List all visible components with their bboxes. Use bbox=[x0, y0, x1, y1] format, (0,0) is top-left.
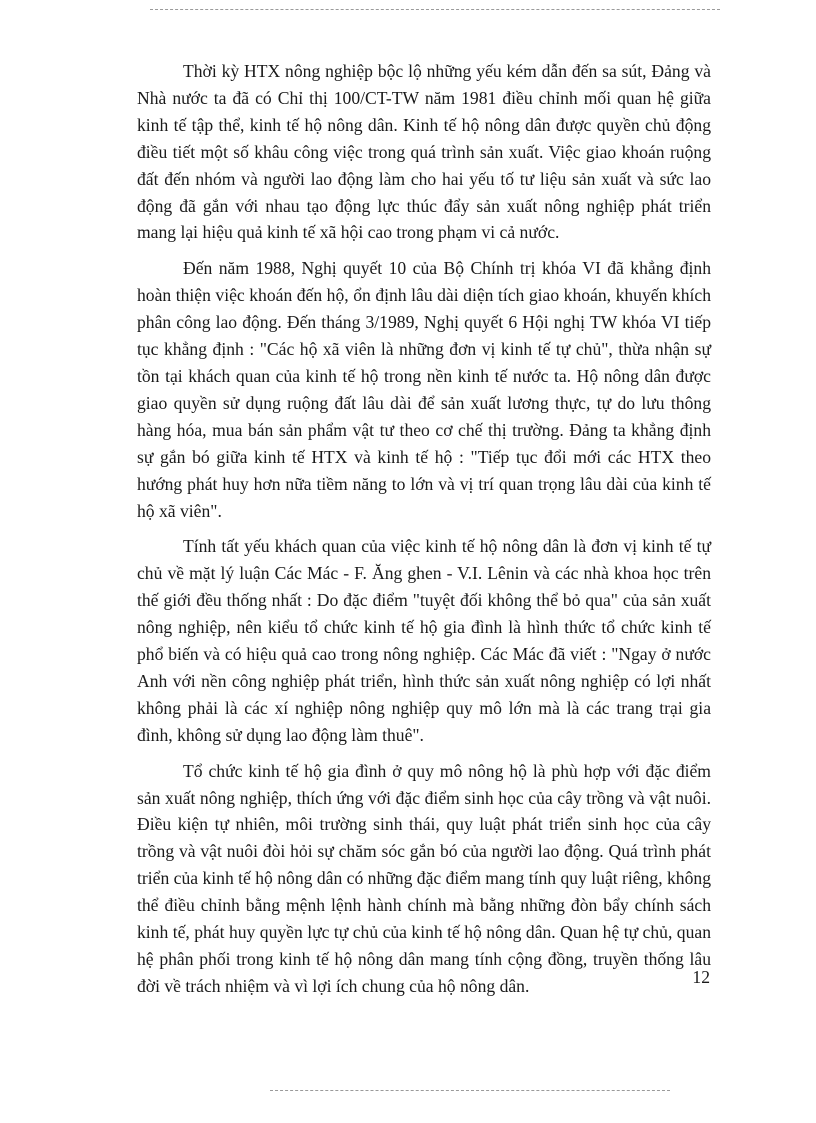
page-number: 12 bbox=[692, 967, 710, 987]
paragraph-2: Đến năm 1988, Nghị quyết 10 của Bộ Chính trị khóa VI đã khẳng định hoàn thiện việc khoán đến hộ, ổn định lâu dài diện tích giao khoán, khuyến khích phân công lao động. Đến tháng 3/1989, Nghị quyết 6 Hội nghị TW khóa VI tiếp tục khẳng định : "Các hộ xã viên là những đơn vị kinh tế tự chủ", thừa nhận sự tồn tại khách quan của kinh tế hộ trong nền kinh tế nước ta. Hộ nông dân được giao quyền sử dụng ruộng đất lâu dài để sản xuất lương thực, tự do lưu thông hàng hóa, mua bán sản phẩm vật tư theo cơ chế thị trường. Đảng ta khẳng định sự gắn bó giữa kinh tế HTX và kinh tế hộ : "Tiếp tục đổi mới các HTX theo hướng phát huy hơn nữa tiềm năng to lớn và vị trí quan trọng lâu dài của kinh tế hộ xã viên". bbox=[137, 258, 711, 521]
document-body bbox=[137, 58, 711, 1009]
scan-artifact-top-line bbox=[150, 9, 720, 10]
scan-artifact-bottom-line bbox=[270, 1090, 670, 1091]
paragraph-1: Thời kỳ HTX nông nghiệp bộc lộ những yếu kém dẫn đến sa sút, Đảng và Nhà nước ta đã có Chỉ thị 100/CT-TW năm 1981 điều chỉnh mối quan hệ giữa kinh tế tập thể, kinh tế hộ nông dân. Kinh tế hộ nông dân được quyền chủ động điều tiết một số khâu công việc trong quá trình sản xuất. Việc giao khoán ruộng đất đến nhóm và người lao động làm cho hai yếu tố tư liệu sản xuất và sức lao động đã gắn với nhau tạo động lực thúc đẩy sản xuất nông nghiệp phát triển mang lại hiệu quả kinh tế xã hội cao trong phạm vi cả nước. bbox=[137, 61, 711, 243]
paragraph-3: Tính tất yếu khách quan của việc kinh tế hộ nông dân là đơn vị kinh tế tự chủ về mặt lý luận Các Mác - F. Ăng ghen - V.I. Lênin và các nhà khoa học trên thế giới đều thống nhất : Do đặc điểm "tuyệt đối không thể bỏ qua" của sản xuất nông nghiệp, nên kiểu tổ chức kinh tế hộ gia đình là hình thức tổ chức kinh tế phổ biến và có hiệu quả cao trong nông nghiệp. Các Mác đã viết : "Ngay ở nước Anh với nền công nghiệp phát triển, hình thức sản xuất nông nghiệp có lợi nhất không phải là các xí nghiệp nông nghiệp quy mô lớn mà là các trang trại gia đình, không sử dụng lao động làm thuê". bbox=[137, 536, 711, 745]
paragraph-4: Tổ chức kinh tế hộ gia đình ở quy mô nông hộ là phù hợp với đặc điểm sản xuất nông nghiệp, thích ứng với đặc điểm sinh học của cây trồng và vật nuôi. Điều kiện tự nhiên, môi trường sinh thái, quy luật phát triển sinh học của cây trồng và vật nuôi đòi hỏi sự chăm sóc gắn bó của người lao động. Quá trình phát triển của kinh tế hộ nông dân có những đặc điểm mang tính quy luật riêng, không thể điều chỉnh bằng mệnh lệnh hành chính mà bằng những đòn bẩy chính sách kinh tế, phát huy quyền lực tự chủ của kinh tế hộ nông dân. Quan hệ tự chủ, quan hệ phân phối trong kinh tế hộ nông dân mang tính cộng đồng, truyền thống lâu đời về trách nhiệm và vì lợi ích chung của hộ nông dân. bbox=[137, 760, 711, 996]
